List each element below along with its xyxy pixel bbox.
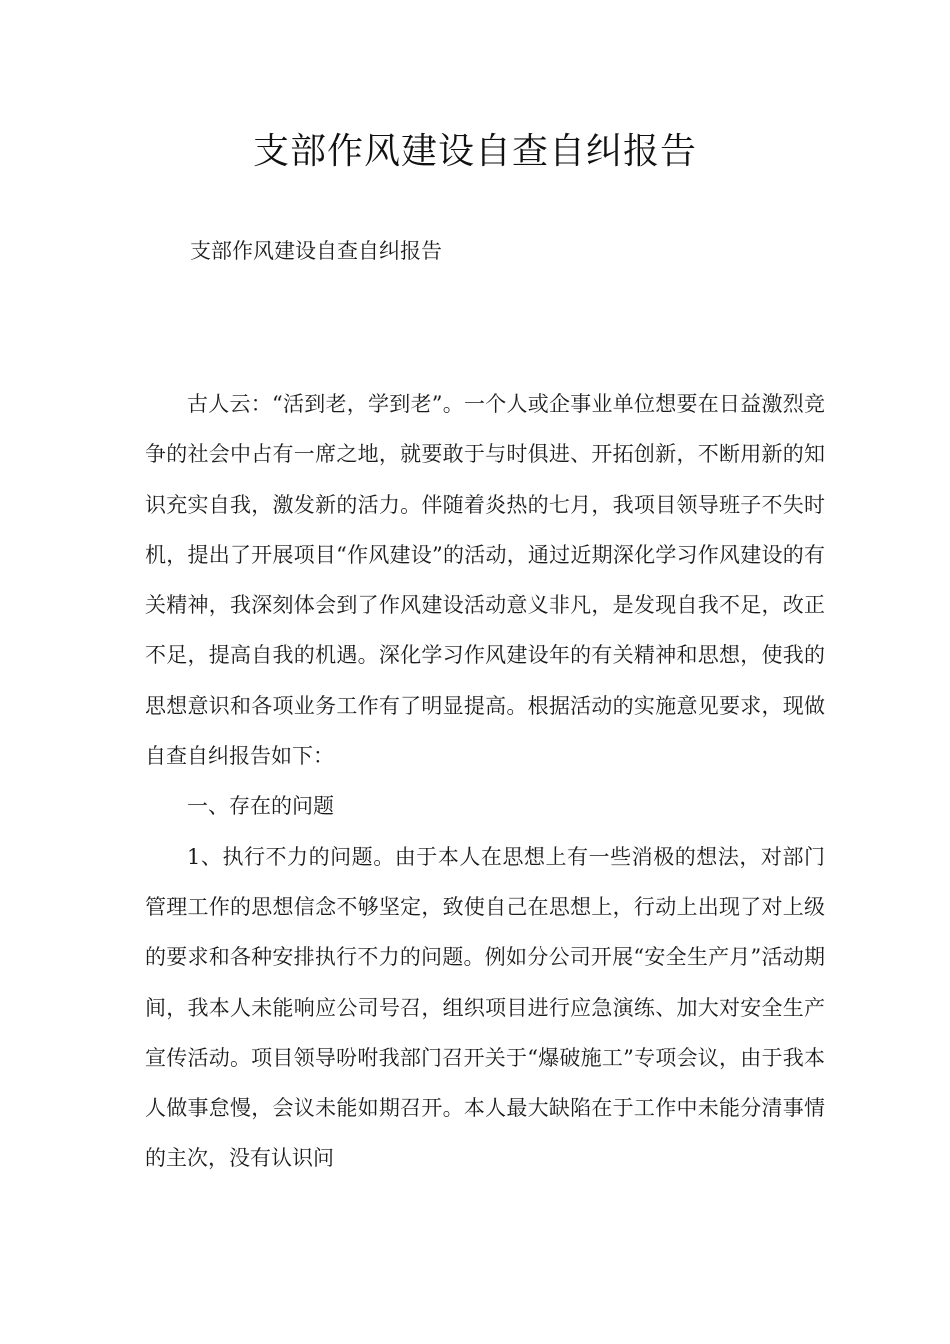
document-title: 支部作风建设自查自纠报告 (252, 131, 697, 172)
paragraph-intro: 古人云：“活到老，学到老”。一个人或企事业单位想要在日益激烈竞争的社会中占有一席之地，就要敢于与时俱进、开拓创新，不断用新的知识充实自我，激发新的活力。伴随着炎热的七月，我项目领导班子不失时机，提出了开展项目“作风建设”的活动，通过近期深化学习作风建设的有关精神，我深刻体会到了作风建设活动意义非凡，是发现自我不足，改正不足，提高自我的机遇。深化学习作风建设年的有关精神和思想，使我的思想意识和各项业务工作有了明显提高。根据活动的实施意见要求，现做自查自纠报告如下： (145, 392, 825, 769)
paragraph-execution-issue: 1、执行不力的问题。由于本人在思想上有一些消极的想法，对部门管理工作的思想信念不够坚定，致使自己在思想上，行动上出现了对上级的要求和各种安排执行不力的问题。例如分公司开展“安全生产月”活动期间，我本人未能响应公司号召，组织项目进行应急演练、加大对安全生产宣传活动。项目领导吩咐我部门召开关于“爆破施工”专项会议，由于我本人做事怠慢，会议未能如期召开。本人最大缺陷在于工作中未能分清事情的主次，没有认识问 (145, 844, 825, 1171)
document-body (145, 379, 825, 1184)
section-heading-problems: 一、存在的问题 (187, 794, 334, 819)
document-subtitle: 支部作风建设自查自纠报告 (190, 239, 442, 263)
